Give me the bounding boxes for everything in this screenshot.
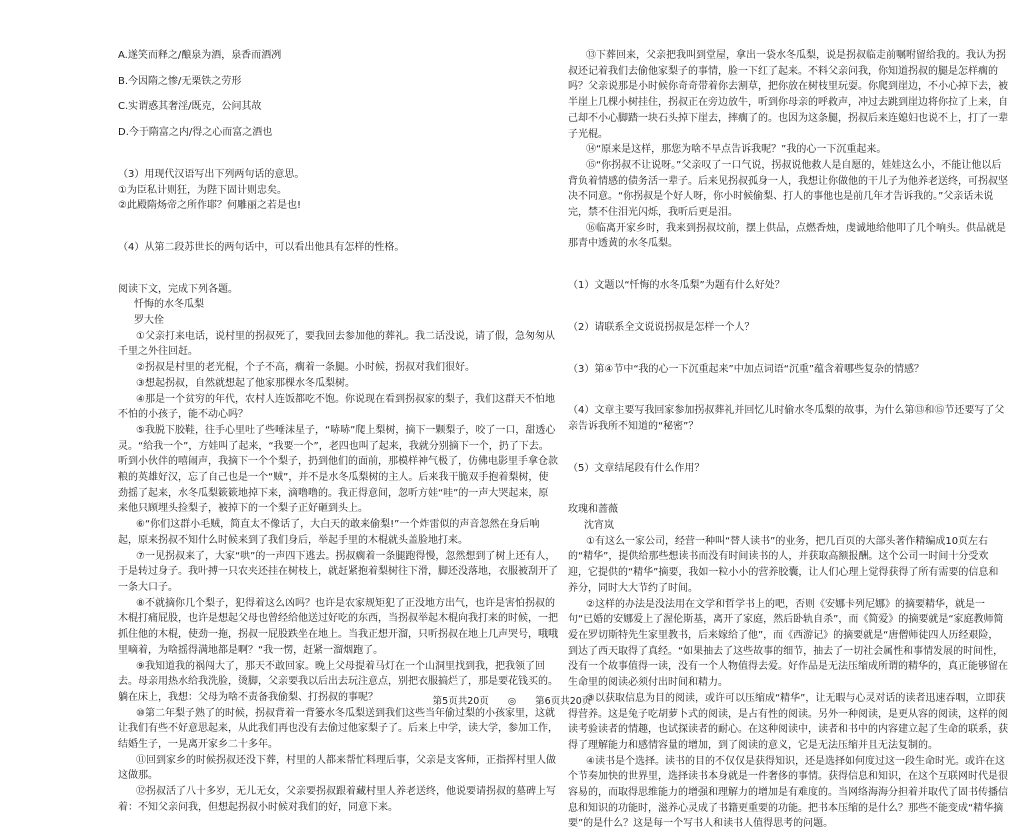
essay-paragraph: ④读书是个选择。读书的目的不仅仅是获得知识，还是选择如何度过这一段生命时光。或许在这个节奏加快的世界里，选择读书本身就是一件奢侈的事情。获得信息和知识，在这个互联网时代是很容易的，而取得思维能力的增强和理解力的增加是有难度的。当网络海海分担着并取代了固书传播信息和知识的功能时，滋养心灵成了书籍更重要的功能。把书本压缩的是什么？那些不能变成“精华摘要”的是什么？这是每一个写书人和读书人值得思考的问题。	[568, 755, 1008, 830]
option-c: C.实谓惑其奢淫/既克，公问其故	[118, 101, 262, 113]
question-3: （3）用现代汉语写出下列两句话的意思。	[118, 168, 305, 180]
essay-title: 玫瑰和蔷薇	[568, 504, 618, 516]
story-paragraph: ①父亲打来电话，说村里的拐叔死了，要我回去参加他的葬礼。我二话没说，请了假，急匆匆从千里之外往回赶。	[118, 330, 555, 358]
page-footer	[0, 693, 1024, 707]
essay-paragraph: ③以获取信息为目的阅读，或许可以压缩成“精华”，让无暇与心灵对话的读者迅速吞咽，立即获得营养。这是兔子吃胡萝卜式的阅读，是占有性的阅读。另外一种阅读，是更从容的阅读，这样的阅读考验读者的情趣，也试探读者的耐心。在这种阅读中，读者和书中的内容建立起了生命的联系，获得了理解能力和感情容量的增加，到了阅读的意义，它是无法压缩并且无法复制的。	[568, 692, 1008, 751]
question: （2）请联系全文说说拐叔是怎样一个人？	[568, 321, 755, 333]
story-paragraph: ⑥“你们这群小毛贼，简直太不像话了，大白天的敢来偷梨!”一个炸雷似的声音忽然在身后响起，原来拐叔不知什么时候来到了我们身后，举起手里的木棍就头盖脸地打来。	[118, 519, 540, 546]
story-paragraph: ⑭“原来是这样，那您为啥不早点告诉我呢？”我的心一下沉重起来。	[586, 144, 887, 156]
right-column	[568, 48, 1008, 832]
essay-paragraph: ②这样的办法是没法用在文学和哲学书上的吧，否则《安娜卡列尼娜》的摘要精华，就是一句“已婚的安娜爱上了渥伦斯基，离开了家庭，然后卧轨自杀”，而《简爱》的摘要就是“家庭教师简爱在罗切斯特先生家里教书，后来嫁给了他”，而《西游记》的摘要就是“唐僧师徒四人历经艰险，到达了西天取得了真经。“如果抽去了这些故事的细节，抽去了一切社会属性和事情发展的时间性，没有一个故事值得一读，没有一个人物值得去爱。好作品是无法压缩成所谓的精华的，真正能够留在生命里的阅读必须付出时间和精力。	[568, 598, 1008, 689]
question: （5）文章结尾段有什么作用？	[568, 462, 705, 474]
divider-symbol: ◎	[507, 696, 517, 707]
story-paragraph: ③想起拐叔，自然就想起了他家那棵水冬瓜梨树。	[136, 377, 355, 389]
story-paragraph: ⑩第二年梨子熟了的时候，拐叔背着一背篓水冬瓜梨送到我们这些当年偷过梨的小孩家里，这就让我们有些不好意思起来，从此我们再也没有去偷过他家梨子了。后来上中学，读大学，参加工作，结婚生子，一晃离开家乡二十多年。	[118, 707, 558, 751]
story-paragraph: ⑫拐叔活了八十多岁，无儿无女，父亲要拐叔跟着藏村里人养老送终，他说要请拐叔的墓碑上写着：不知父亲问我，但想起拐叔小时候对我们的好，同意下来。	[118, 786, 556, 813]
story-paragraph: ⑤我脱下胶鞋，往手心里吐了些唾沫星子，“哧哧”爬上梨树，摘下一颗梨子，咬了一口，甜透心灵。“给我一个”，方娃叫了起来，“我要一个”，老四也叫了起来，我就分别摘下一个，扔了下去。听到小伙伴的嘻闹声，我摘下一个个梨子，扔到他们的面前，那模样神气极了，仿佛电影里手拿仓款粮的英雄好汉，忘了自己也是一个“贼”，并不是水冬瓜梨树的主人。后来我干脆双手抱着梨树，使劲摇了起来，水冬瓜梨簌簌地掉下来，滴噜噜的。我正得意间，忽听方娃“哇”的一声大哭起来，原来他只顾埋头捡梨子，被掉下的一个梨子正好砸到头上。	[118, 424, 558, 515]
story-paragraph: ⑧不就摘你几个梨子，犯得着这么凶吗？也许是农家规矩犯了正没地方出气，也许是害怕拐叔的木棍打痛屁股，也许是想起父母也曾经给他送过好吃的东西，当拐叔举起木棍向我打来的时候，一把抓住他的木棍，使劲一拖，拐叔一屁股跌坐在地上。当我正想开溜，只听拐叔在地上几声哭号，哦哦里嘀着，为啥摇得满地都是啊？“我一愣，赶紧一溜烟跑了。	[118, 597, 558, 656]
story-title: 忏悔的水冬瓜梨	[134, 299, 204, 311]
question: （4）文章主要写我回家参加拐叔葬礼并回忆儿时偷水冬瓜梨的故事，为什么第⑬和⑮节还要写了父亲告诉我所不知道的“秘密”？	[568, 405, 1005, 432]
essay-author: 沈宵岚	[584, 520, 614, 532]
question-3-item: ①为臣私计则狂，为陛下固计则忠矣。	[118, 184, 287, 196]
story-paragraph: ⑪回到家乡的时候拐叔还没下葬，村里的人都来帮忙料理后事，父亲是支客师，正指挥村里人做这做那。	[118, 754, 556, 782]
story-paragraph: ⑯临离开家乡时，我来到拐叔坟前，摆上供品，点燃香烛，虔诚地给他叩了几个响头。供品就是那青中透黄的水冬瓜梨。	[568, 222, 1006, 250]
story-paragraph: ⑮“你拐叔不让说呀。”父亲叹了一口气说，拐叔说他救人是自愿的，娃娃这么小，不能让他以后背负着情感的债务活一辈子。后来见拐叔孤身一人，我想让你做他的干儿子为他养老送终，可拐叔坚决不同意。“你拐叔是个好人呀，你小时候偷梨、打人的事他也是前几年才告诉我的。”父亲话未说完，禁不住泪光闪烁，我听后更是泪。	[568, 159, 1008, 219]
story-paragraph: ⑦一见拐叔来了，大家“哄”的一声四下逃去。拐叔瘸着一条腿跑得慢，忽然想到了树上还有人，于是转过身子。我叶搏一只农夹还挂在树枝上，就赶紧抱着梨树往下滑，脚还没落地，衣服被刮开了一条大口子。	[118, 550, 558, 593]
question: （3）第④节中“我的心一下沉重起来”中加点词语“沉重”蕴含着哪些复杂的情感？	[568, 363, 925, 375]
story-paragraph: ④那是一个贫穷的年代，农村人连饭都吃不饱。你说现在看到拐叔家的梨子，我们这群天不怕地不怕的小孩子，能不动心吗？	[118, 393, 555, 421]
page-number-left: 第5页共20页	[432, 696, 489, 707]
question-4: （4）从第二段苏世长的两句话中，可以看出他具有怎样的性格。	[118, 241, 405, 253]
option-b: B.今因隋之惨/无栗铁之劳形	[118, 75, 242, 87]
page-number-right: 第6页共20页	[535, 696, 592, 707]
story-author: 罗大佺	[134, 315, 164, 327]
story-paragraph: ②拐叔是村里的老光棍，个子不高，瘸着一条腿。小时候，拐叔对我们很好。	[136, 362, 475, 374]
story-paragraph: ⑨我知道我的祸闯大了，那天不敢回家。晚上父母提着马灯在一个山洞里找到我，把我领了回去。母亲用热水给我洗脸，烫脚，父亲要我以后出去玩注意点，别把衣服搞烂了，那是要花钱买的。躺在床上，我想：父母为啥不责备我偷梨、打拐叔的事呢？	[118, 660, 558, 703]
section-intro: 阅读下文，完成下列各题。	[118, 283, 238, 295]
story-paragraph: ⑬下葬回来，父亲把我叫到堂屋，拿出一袋水冬瓜梨，说是拐叔临走前嘱咐留给我的。我认为拐叔还记着我们去偷他家梨子的事情，脸一下红了起来。不料父亲问我，你知道拐叔的腿是怎样瘸的吗？父亲说那是小时候你奇奇带着你去割草，把你放在树枝里玩耍。你爬到崖边，不小心掉下去，被半崖上几棵小树挂住，拐叔正在旁边放牛，听到你母亲的呼救声，冲过去跳到崖边将你拉了上来，自己却不小心脚踏一块石头掉下崖去，摔瘸了的。也因为这条腿，拐叔后来连媳妇也说不上，打了一辈子光棍。	[568, 50, 1008, 140]
option-a: A.遂笑而释之/酿泉为酒，泉香而酒冽	[118, 50, 282, 61]
essay-paragraph: ①有这么一家公司，经营一种叫“替人读书”的业务，把几百页的大部头著作精编成10页左右的“精华”，提供给那些想读书而没有时间读书的人，并获取高额报酬。这个公司一时间十分受欢迎，它提供的“精华”摘要，我如一粒小小的营养胶囊，让人们心理上觉得获得了所有需要的信息和养分，同时大大节约了时间。	[568, 535, 999, 594]
question-3-item: ②此殿隋炀帝之所作耶？何雕丽之若是也!	[118, 200, 301, 212]
question: （1）文题以“忏悔的水冬瓜梨”为题有什么好处？	[568, 280, 785, 292]
option-d: D.今于隋富之内/得之心而富之酒也	[118, 127, 273, 139]
